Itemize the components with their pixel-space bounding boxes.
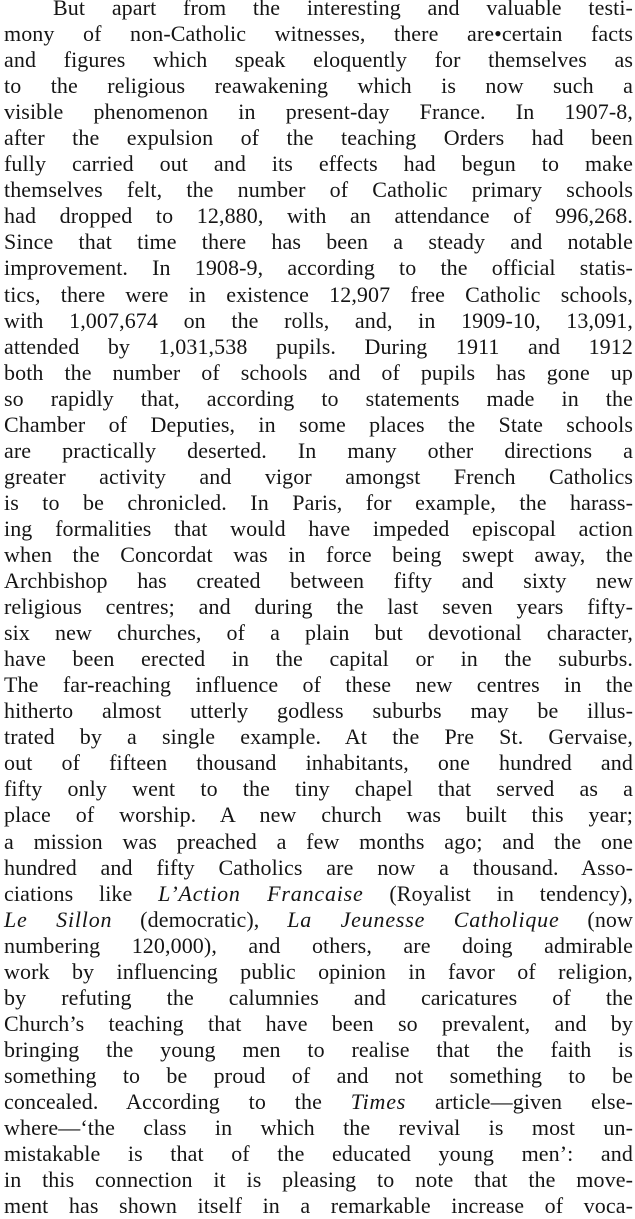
text-line: fully carried out and its effects had begun to make <box>4 151 633 177</box>
text-run: concealed. According to the <box>4 1088 351 1114</box>
text-line: with 1,007,674 on the rolls, and, in 1909-10, 13,091, <box>4 307 633 333</box>
text-line: religious centres; and during the last seven years fifty- <box>4 594 633 620</box>
text-line: attended by 1,031,538 pupils. During 1911 and 1912 <box>4 333 633 359</box>
text-line: after the expulsion of the teaching Orders had been <box>4 125 633 151</box>
italic-title: Le Sillon <box>4 906 113 932</box>
text-line: so rapidly that, according to statements made in the <box>4 385 633 411</box>
text-line: greater activity and vigor amongst French Catholics <box>4 463 633 489</box>
text-line: mony of non-Catholic witnesses, there are•certain facts <box>4 21 633 47</box>
text-line: place of worship. A new church was built this year; <box>4 802 633 828</box>
text-line: fifty only went to the tiny chapel that served as a <box>4 776 633 802</box>
text-run: (democratic), <box>112 906 288 932</box>
text-line: hundred and fifty Catholics are now a thousand. Asso- <box>4 854 633 880</box>
text-line-with-italics <box>4 907 633 933</box>
text-line: ment has shown itself in a remarkable increase of voca- <box>4 1193 633 1219</box>
text-line: numbering 120,000), and others, are doing admirable <box>4 932 633 958</box>
text-line: when the Concordat was in force being swept away, the <box>4 541 633 567</box>
text-line: something to be proud of and not something to be <box>4 1062 633 1088</box>
text-line: by refuting the calumnies and caricatures of the <box>4 984 633 1010</box>
text-line: improvement. In 1908-9, according to the official statis- <box>4 255 633 281</box>
text-line: Chamber of Deputies, in some places the State schools <box>4 411 633 437</box>
text-run: article—given else- <box>406 1088 633 1114</box>
text-line-with-italics <box>4 881 633 907</box>
text-line: are practically deserted. In many other directions a <box>4 437 633 463</box>
text-line: is to be chronicled. In Paris, for example, the harass- <box>4 489 633 515</box>
text-run: (Royalist in tendency), <box>363 880 633 906</box>
text-line: ing formalities that would have impeded episcopal action <box>4 515 633 541</box>
text-line: Archbishop has created between fifty and sixty new <box>4 568 633 594</box>
text-line: had dropped to 12,880, with an attendance of 996,268. <box>4 203 633 229</box>
italic-title: Times <box>350 1088 407 1114</box>
text-line: to the religious reawakening which is now such a <box>4 73 633 99</box>
text-run: ciations like <box>4 880 159 906</box>
text-run: (now <box>559 906 634 932</box>
text-line: The far-reaching influence of these new centres in the <box>4 672 633 698</box>
text-line: out of fifteen thousand inhabitants, one hundred and <box>4 750 633 776</box>
text-line: themselves felt, the number of Catholic primary schools <box>4 177 633 203</box>
text-line: six new churches, of a plain but devotional character, <box>4 620 633 646</box>
text-line: bringing the young men to realise that the faith is <box>4 1036 633 1062</box>
text-line: tics, there were in existence 12,907 free Catholic schools, <box>4 281 633 307</box>
text-line: Since that time there has been a steady and notable <box>4 229 633 255</box>
text-line: hitherto almost utterly godless suburbs may be illus- <box>4 698 633 724</box>
text-line: But apart from the interesting and valuable testi- <box>53 0 633 20</box>
italic-title: La Jeunesse Catholique <box>287 906 560 932</box>
text-line: a mission was preached a few months ago; and the one <box>4 828 633 854</box>
text-line: and figures which speak eloquently for themselves as <box>4 47 633 73</box>
document-page <box>4 0 634 1219</box>
italic-title: L’Action Francaise <box>158 880 364 906</box>
text-line: in this connection it is pleasing to note that the move- <box>4 1167 633 1193</box>
text-line: both the number of schools and of pupils has gone up <box>4 359 633 385</box>
text-line: Church’s teaching that have been so prevalent, and by <box>4 1010 633 1036</box>
text-line: work by influencing public opinion in favor of religion, <box>4 958 633 984</box>
text-line-with-italics <box>4 1089 633 1115</box>
text-line: where—‘the class in which the revival is most un- <box>4 1115 633 1141</box>
text-line: trated by a single example. At the Pre St. Gervaise, <box>4 724 633 750</box>
text-line: visible phenomenon in present-day France. In 1907-8, <box>4 99 633 125</box>
text-line: mistakable is that of the educated young men’: and <box>4 1141 633 1167</box>
text-line: have been erected in the capital or in the suburbs. <box>4 646 633 672</box>
